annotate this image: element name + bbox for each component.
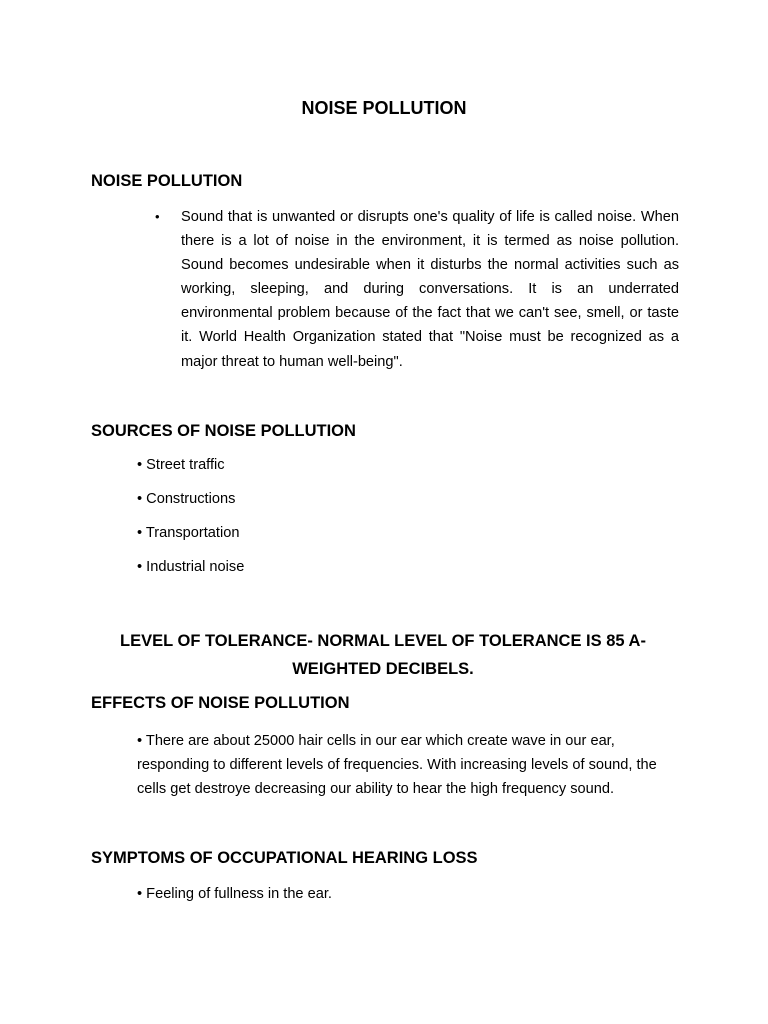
section-heading-symptoms: SYMPTOMS OF OCCUPATIONAL HEARING LOSS [91,849,478,867]
list-item: • Constructions [137,491,236,507]
effects-paragraph: • There are about 25000 hair cells in our ear which create wave in our ear, responding to different levels of frequencies. With increasing levels of sound, the cells get destroye decreasing our ability to hear the high frequency sound. [137,733,657,797]
section-heading-effects: EFFECTS OF NOISE POLLUTION [91,694,350,712]
tolerance-statement: LEVEL OF TOLERANCE- NORMAL LEVEL OF TOLERANCE IS 85 A-WEIGHTED DECIBELS. [120,632,646,678]
list-item: • Street traffic [137,457,225,473]
bullet-icon: • [155,209,160,224]
document-title: NOISE POLLUTION [301,98,467,118]
section-heading-noise-pollution: NOISE POLLUTION [91,172,243,190]
list-item: • Transportation [137,525,240,541]
section-heading-sources: SOURCES OF NOISE POLLUTION [91,422,356,440]
intro-bullet-item [155,205,679,374]
intro-paragraph: Sound that is unwanted or disrupts one's quality of life is called noise. When there is a lot of noise in the environment, it is termed as noise pollution. Sound becomes undesirable when it disturbs the normal activities such as working, sleeping, and during conversations. It is an underrated environmental problem because of the fact that we can't see, smell, or taste it. World Health Organization stated that "Noise must be recognized as a major threat to human well-being". [181,209,679,370]
list-item: • Industrial noise [137,559,245,575]
sources-list [137,455,244,591]
list-item: • Feeling of fullness in the ear. [137,886,332,902]
